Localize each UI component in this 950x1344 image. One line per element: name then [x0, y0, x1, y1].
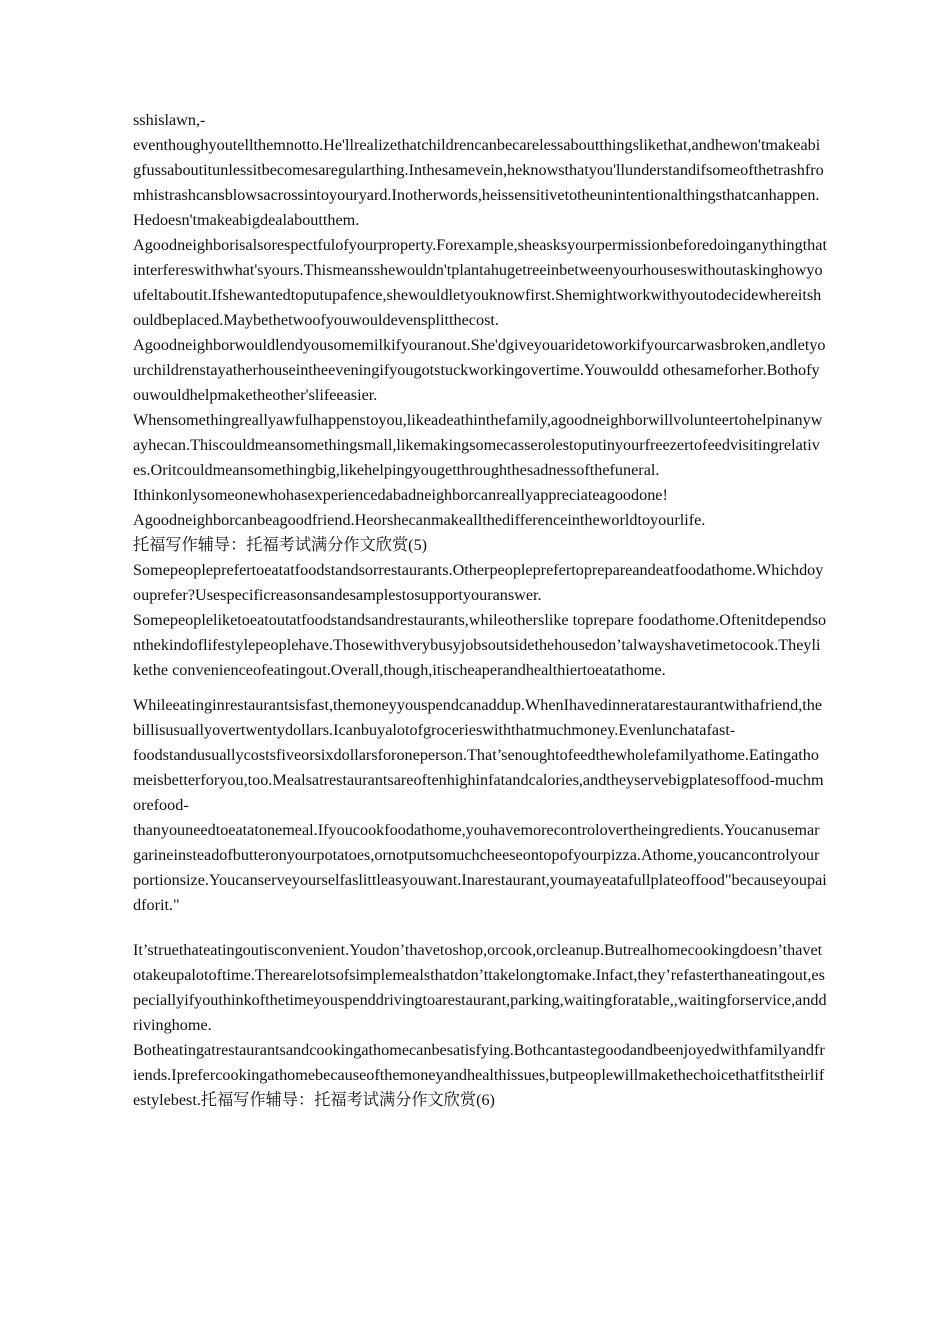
paragraph-awful-event: Whensomethingreallyawfulhappenstoyou,likeadeathinthefamily,agoodneighborwillvolunteertohelpinanywayhecan.Thiscouldmeansomethingsmall,likemakingsomecasserolestoputinyourfreezertofeedvisitingrelatives.Oritcouldmeansomethingbig,likehelpingyougetthroughthesadnessofthefuneral. [133, 411, 823, 479]
paragraph-careless-children: eventhoughyoutellthemnotto.He'llrealizethatchildrencanbecarelessaboutthingslikethat,andhewon'tmakeabigfussaboutitunlessitbecomesaregularthing.Inthesamevein,heknowsthatyou'llunderstandifsomeofthetrashfromhistrashcansblowsacrossintoyouryard.Inotherwords,heissensitivetotheunintentionalthingsthatcanhappen.Hedoesn'tmakeabigdealaboutthem. [133, 136, 824, 229]
paragraph-convenience: It’struethateatingoutisconvenient.Youdon’thavetoshop,orcook,orcleanup.Butrealhomecookingdoesn’thavetotakeupalotoftime.Therearelotsofsimplemealsthatdon’ttakelongtomake.Infact,they’refasterthaneatingout,especiallyifyouthinkofthetimeyouspenddrivingtoarestaurant,parking,waitingforatable,,waitingforservice,anddrivinghome. [133, 941, 827, 1034]
paragraph-good-friend: Agoodneighborcanbeagoodfriend.Heorshecanmakeallthedifferenceintheworldtoyourlife. [133, 511, 706, 529]
paragraph-control-ingredients: thanyouneedtoeatatonemeal.Ifyoucookfoodathome,youhavemorecontrolovertheingredients.Youcanusemargarineinsteadofbutteronyourpotatoes,ornotputsomuchcheeseontopofyourpizza.Athome,youcancontrolyourportionsize.Youcanserveyourselfaslittleasyouwant.Inarestaurant,youmayeatafullplateoffood"becauseyoupaidforit." [133, 821, 827, 914]
document-page [133, 108, 827, 1113]
paragraph-intro: Somepeopleliketoeatoutatfoodstandsandrestaurants,whileotherslike toprepare foodathome.Oftenitdependsonthekindoflifestylepeoplehave.Thosewithverybusyjobsoutsidethehousedon’talwayshavetimetocook.Theylikethe convenienceofeatingout.Overall,though,itischeaperandhealthiertoeatathome. [133, 611, 827, 679]
paragraph-foodstand-costs: foodstandusuallycostsfiveorsixdollarsforoneperson.That’senoughtofeedthewholefamilyathome.Eatingathomeisbetterforyou,too.Mealsatrestaurantsareoftenhighinfatandcalories,andtheyservebigplatesoffood-muchmorefood- [133, 746, 824, 814]
paragraph-lend-milk: Agoodneighborwouldlendyousomemilkifyouranout.She'dgiveyouaridetoworkifyourcarwasbroken,andletyourchildrenstayatherhouseintheeveningifyougotstuckworkingovertime.Youwouldd othesameforher.Bothofyouwouldhelpmaketheother'slifeeasier. [133, 336, 826, 404]
paragraph-lawn-fragment: sshislawn,- [133, 111, 206, 129]
paragraph-money-addup: Whileeatinginrestaurantsisfast,themoneyyouspendcanaddup.WhenIhavedinneratarestaurantwithafriend,thebillisusuallyovertwentydollars.Icanbuyalotofgrocerieswiththatmuchmoney.Evenlunchatafast- [133, 696, 823, 739]
section-heading-5: 托福写作辅导：托福考试满分作文欣赏(5) [133, 536, 428, 554]
paragraph-bad-neighbor: Ithinkonlysomeonewhohasexperiencedabadneighborcanreallyappreciateagoodone! [133, 486, 668, 504]
paragraph-conclusion: Botheatingatrestaurantsandcookingathomecanbesatisfying.Bothcantastegoodandbeenjoyedwithfamilyandfriends.Iprefercookingathomebecauseofthemoneyandhealthissues,butpeoplewillmakethechoicethatfitstheirlifestylebest.托福写作辅导：托福考试满分作文欣赏(6) [133, 1041, 825, 1109]
essay-prompt: Somepeopleprefertoeatatfoodstandsorrestaurants.Otherpeopleprefertoprepareandeatfoodathome.Whichdoyouprefer?Usespecificreasonsandesamplestosupportyouranswer. [133, 561, 824, 604]
paragraph-respectful-property: Agoodneighborisalsorespectfulofyourproperty.Forexample,sheasksyourpermissionbeforedoinganythingthatinterfereswithwhat'syours.Thismeansshewouldn'tplantahugetreeinbetweenyourhouseswithoutaskinghowyoufeltaboutit.Ifshewantedtoputupafence,shewouldletyouknowfirst.Shemightworkwithyoutodecidewhereitshouldbeplaced.Maybethetwoofyouwouldevensplitthecost. [133, 236, 827, 329]
